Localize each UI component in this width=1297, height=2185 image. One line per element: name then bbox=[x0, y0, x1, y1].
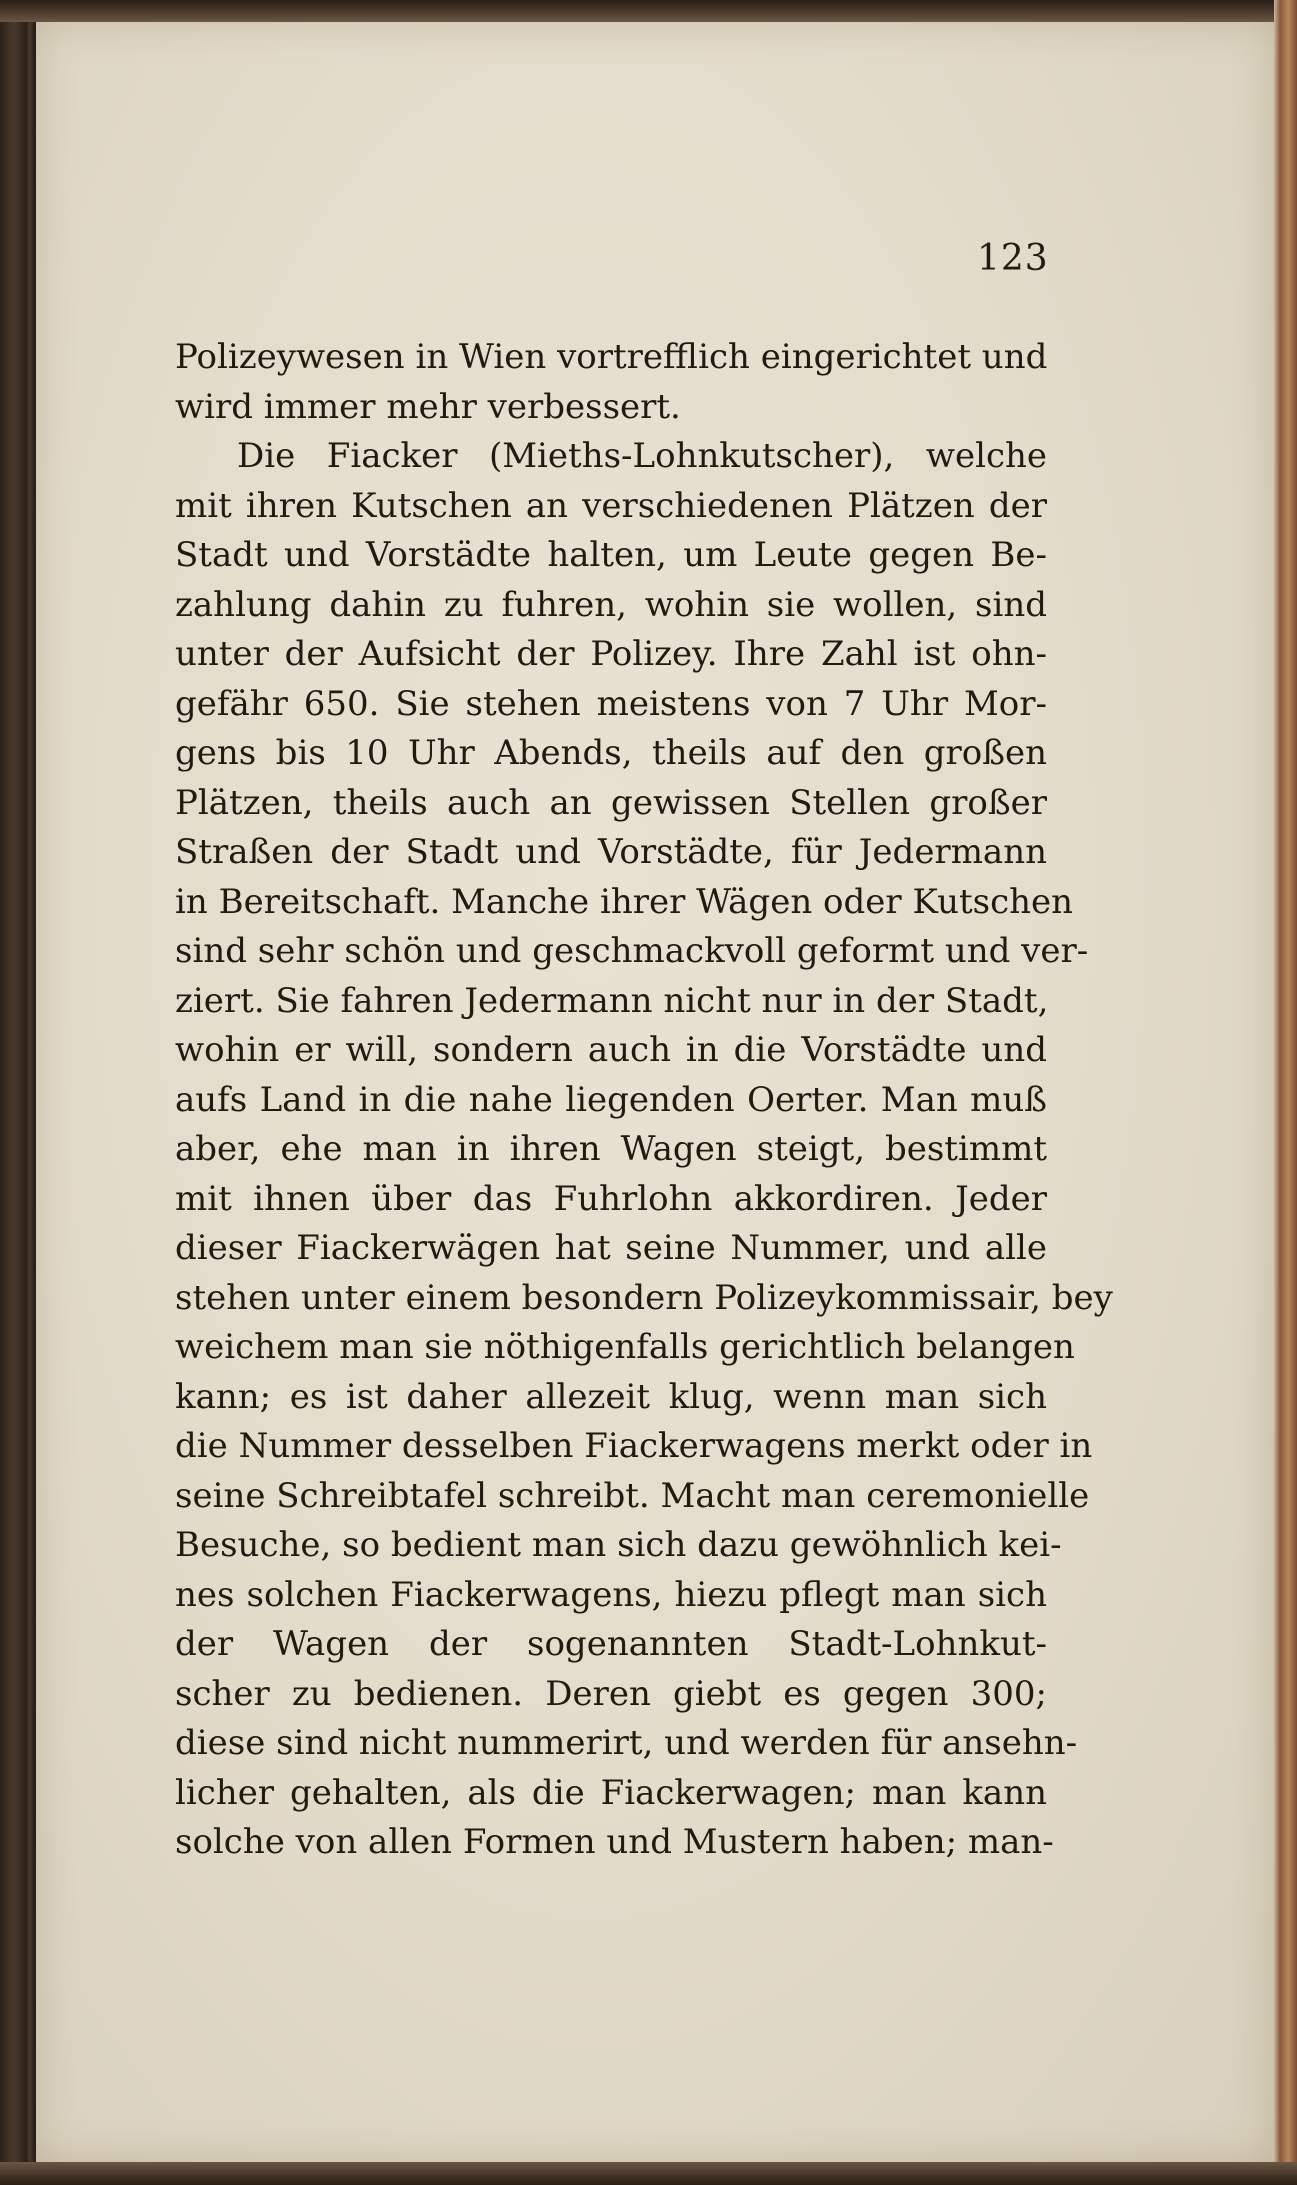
right-page-edge bbox=[1274, 0, 1297, 2185]
text-line: Die Fiacker (Mieths-Lohnkutscher), welche bbox=[237, 436, 1047, 476]
text-line: mit ihren Kutschen an verschiedenen Plätzen der bbox=[175, 485, 1047, 526]
text-line: kann; es ist daher allezeit klug, wenn man sich bbox=[175, 1376, 1047, 1417]
text-line: sind sehr schön und geschmackvoll geformt und ver- bbox=[175, 931, 1089, 971]
text-line: Polizeywesen in Wien vortrefflich eingerichtet und bbox=[175, 337, 1048, 377]
text-line: der Wagen der sogenannten Stadt-Lohnkut- bbox=[175, 1624, 1047, 1664]
page-number: 123 bbox=[977, 238, 1049, 279]
text-line: mit ihnen über das Fuhrlohn akkordiren. Jeder bbox=[175, 1178, 1047, 1219]
text-line: Straßen der Stadt und Vorstädte, für Jedermann bbox=[175, 832, 1047, 872]
text-line: gens bis 10 Uhr Abends, theils auf den großen bbox=[175, 733, 1047, 773]
text-line: Besuche, so bedient man sich dazu gewöhnlich kei- bbox=[175, 1525, 1062, 1565]
text-line: Plätzen, theils auch an gewissen Stellen großer bbox=[175, 782, 1047, 823]
text-line: gefähr 650. Sie stehen meistens von 7 Uhr Mor- bbox=[175, 683, 1047, 724]
text-line: dieser Fiackerwägen hat seine Nummer, und alle bbox=[175, 1228, 1047, 1268]
body-text bbox=[175, 333, 1113, 1868]
text-line: diese sind nicht nummerirt, und werden für ansehn- bbox=[175, 1723, 1078, 1763]
text-line: seine Schreibtafel schreibt. Macht man ceremonielle bbox=[175, 1475, 1090, 1516]
text-line: stehen unter einem besondern Polizeykommissair, bey bbox=[175, 1277, 1113, 1318]
text-line: nes solchen Fiackerwagens, hiezu pflegt man sich bbox=[175, 1574, 1047, 1615]
text-line: scher zu bedienen. Deren giebt es gegen 300; bbox=[175, 1673, 1047, 1714]
text-line: aufs Land in die nahe liegenden Oerter. Man muß bbox=[175, 1079, 1047, 1120]
text-line: wird immer mehr verbessert. bbox=[175, 386, 681, 427]
text-line: weichem man sie nöthigenfalls gerichtlich belangen bbox=[175, 1327, 1075, 1367]
text-line: unter der Aufsicht der Polizey. Ihre Zahl ist ohn- bbox=[175, 634, 1047, 674]
text-line: zahlung dahin zu fuhren, wohin sie wollen, sind bbox=[175, 584, 1047, 625]
text-line: in Bereitschaft. Manche ihrer Wägen oder Kutschen bbox=[175, 881, 1074, 922]
top-page-edge bbox=[0, 0, 1297, 22]
text-line: licher gehalten, als die Fiackerwagen; man kann bbox=[175, 1772, 1047, 1813]
text-line: ziert. Sie fahren Jedermann nicht nur in der Stadt, bbox=[175, 980, 1049, 1021]
text-line: solche von allen Formen und Mustern haben; man- bbox=[175, 1822, 1054, 1862]
text-line: die Nummer desselben Fiackerwagens merkt oder in bbox=[175, 1426, 1093, 1466]
text-line: wohin er will, sondern auch in die Vorstädte und bbox=[175, 1030, 1047, 1070]
text-line: Stadt und Vorstädte halten, um Leute gegen Be- bbox=[175, 535, 1047, 575]
bottom-page-edge bbox=[0, 2162, 1297, 2185]
text-line: aber, ehe man in ihren Wagen steigt, bestimmt bbox=[175, 1129, 1047, 1169]
